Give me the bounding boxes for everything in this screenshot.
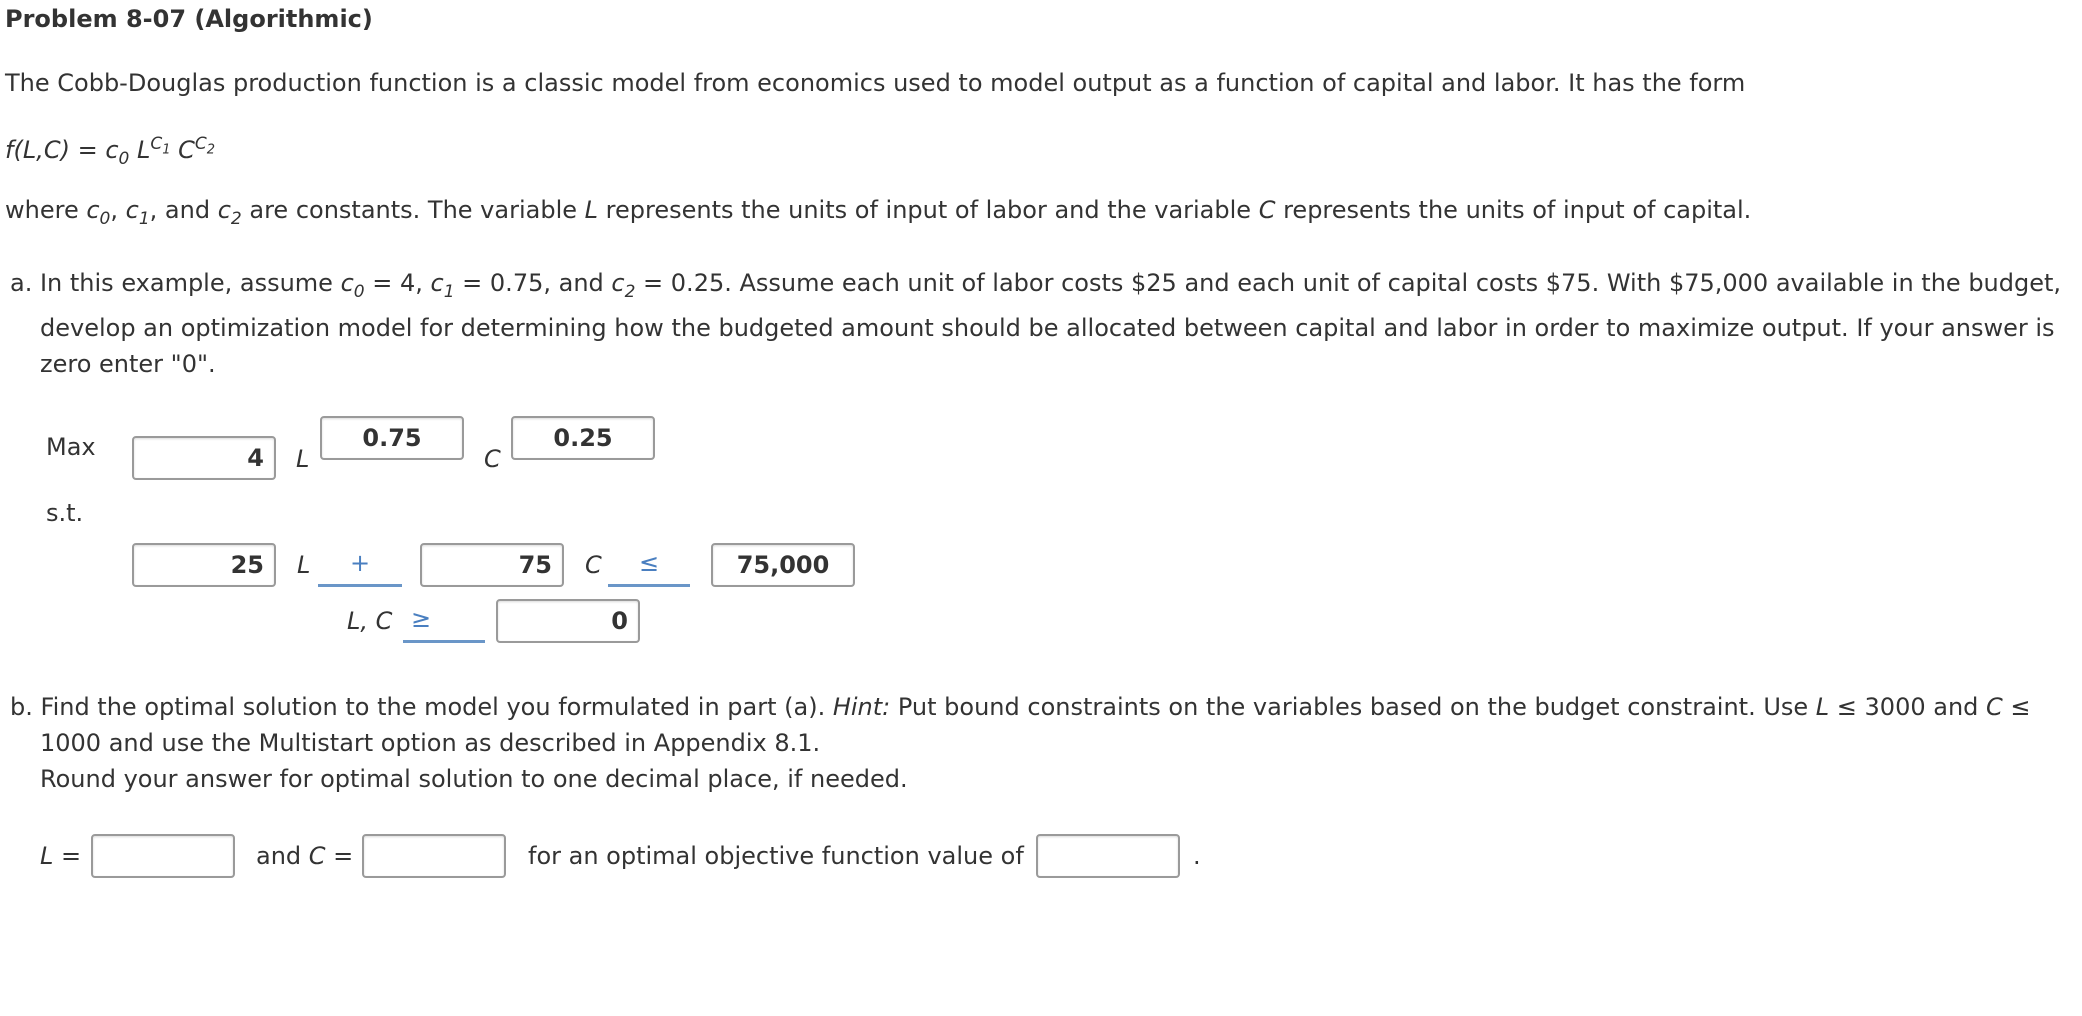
optimal-objective-input[interactable]	[1036, 834, 1180, 878]
part-b-t3: ≤ 3000 and	[1829, 693, 1987, 721]
budget-operator-select[interactable]: +	[318, 543, 402, 587]
formula-c0-sub: 0	[118, 148, 130, 169]
part-a-c0: c	[340, 269, 354, 297]
answer-C-label	[256, 842, 353, 870]
objective-exponent2-input[interactable]: 0.25	[511, 416, 655, 460]
optimal-L-input[interactable]	[91, 834, 235, 878]
intro-text: The Cobb-Douglas production function is a classic model from economics used to model output as a function of capital and labor. It has the form	[5, 69, 1746, 97]
answer-L-eq: =	[53, 842, 82, 870]
objective-coefficient-input[interactable]: 4	[132, 436, 276, 480]
where-p5: represents the units of input of capital.	[1275, 196, 1752, 224]
part-a-t1: In this example, assume	[32, 269, 341, 297]
problem-title: Problem 8-07 (Algorithmic)	[5, 5, 373, 33]
formula-exp1-sub: 1	[162, 142, 171, 158]
budget-labor-coefficient-input[interactable]: 25	[132, 543, 276, 587]
formula-L: L	[136, 136, 151, 164]
part-a-t2: = 4,	[364, 269, 431, 297]
where-text	[5, 192, 1751, 237]
budget-var-L: L	[297, 551, 311, 579]
where-p4: represents the units of input of labor and the variable	[598, 196, 1259, 224]
answer-L-label	[40, 842, 81, 870]
answer-C-var: C	[308, 842, 326, 870]
budget-var-C: C	[585, 551, 602, 579]
part-b-text	[5, 689, 2075, 761]
objective-value-label: for an optimal objective function value of	[528, 842, 1024, 870]
where-c1-sub: 1	[138, 208, 150, 229]
nonneg-rhs-input[interactable]: 0	[496, 599, 640, 643]
where-C: C	[1258, 196, 1276, 224]
part-a-text	[5, 265, 2075, 382]
part-a-t3: = 0.75, and	[454, 269, 612, 297]
where-p3: are constants. The variable	[241, 196, 585, 224]
formula-c0: c	[105, 136, 119, 164]
budget-rhs-input[interactable]: 75,000	[711, 543, 855, 587]
where-c2-sub: 2	[230, 208, 242, 229]
budget-relation-select[interactable]: ≤	[608, 543, 690, 587]
nonneg-vars: L, C	[347, 607, 393, 635]
where-sep1: ,	[110, 196, 126, 224]
part-b-t2: Put bound constraints on the variables based on the budget constraint. Use	[890, 693, 1816, 721]
where-c2: c	[217, 196, 231, 224]
nonneg-relation-select[interactable]: ≥	[403, 599, 485, 643]
part-a-c1: c	[430, 269, 444, 297]
optimal-C-input[interactable]	[362, 834, 506, 878]
part-b-t1: Find the optimal solution to the model you formulated in part (a).	[32, 693, 833, 721]
objective-var-L: L	[296, 445, 310, 473]
formula-exp2-base: C	[194, 134, 207, 154]
where-p2: , and	[149, 196, 218, 224]
where-p1: where	[5, 196, 87, 224]
where-L: L	[584, 196, 599, 224]
rounding-instruction: Round your answer for optimal solution to one decimal place, if needed.	[40, 765, 908, 793]
part-a-label: a.	[10, 269, 33, 297]
st-label: s.t.	[46, 499, 84, 527]
answer-and: and	[256, 842, 309, 870]
part-b-t4: ≤ 1000 and use the Multistart option as described in Appendix 8.1.	[40, 693, 2031, 757]
answer-C-eq: =	[325, 842, 354, 870]
formula-C: C	[178, 136, 195, 164]
part-a-c1-sub: 1	[443, 281, 455, 302]
answer-L-var: L	[40, 842, 54, 870]
where-c0-sub: 0	[99, 208, 111, 229]
budget-capital-coefficient-input[interactable]: 75	[420, 543, 564, 587]
cobb-douglas-formula	[5, 126, 215, 177]
part-b-C: C	[1986, 693, 2003, 721]
objective-exponent1-input[interactable]: 0.75	[320, 416, 464, 460]
part-b-label: b.	[10, 693, 33, 721]
answer-period: .	[1193, 842, 1201, 870]
part-b-hint: Hint:	[832, 693, 891, 721]
formula-exp1-base: C	[150, 134, 163, 154]
part-a-c2-sub: 2	[624, 281, 636, 302]
part-a-c0-sub: 0	[353, 281, 365, 302]
objective-var-C: C	[484, 445, 501, 473]
part-a-c2: c	[611, 269, 625, 297]
part-b-L: L	[1815, 693, 1830, 721]
where-c0: c	[86, 196, 100, 224]
part-a-t4: = 0.25. Assume each unit of labor costs $25 and each unit of capital costs $75. With $75,000 available in the budget, develop an optimization model for determining how the budgeted amount should be allocated between capital and labor in order to maximize output. If your answer is zero enter "0".	[40, 269, 2062, 378]
max-label: Max	[46, 433, 96, 461]
where-c1: c	[125, 196, 139, 224]
formula-lhs: f(L,C) =	[5, 136, 106, 164]
formula-exp2-sub: 2	[206, 142, 216, 158]
